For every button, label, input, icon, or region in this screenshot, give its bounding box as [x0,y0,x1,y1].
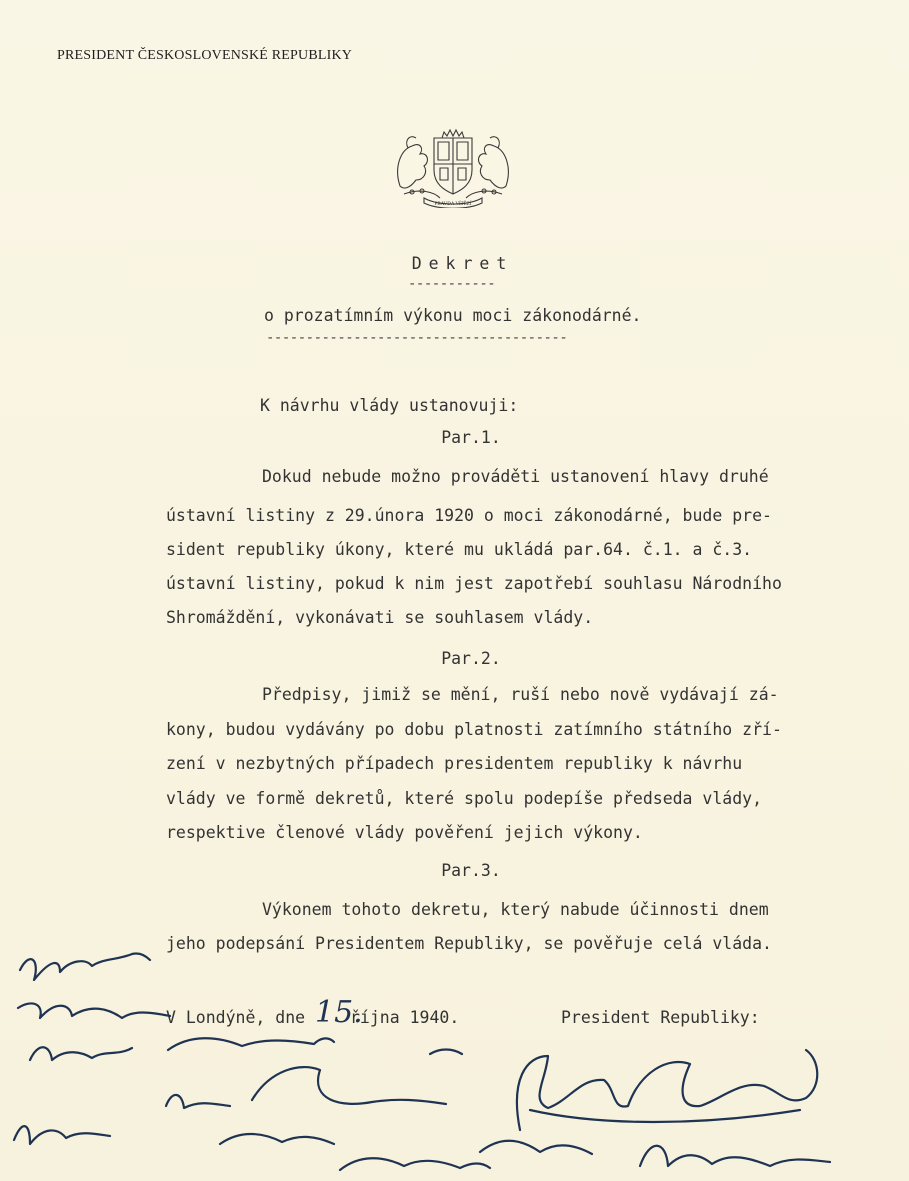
minister-signature [168,1038,334,1050]
par2-line: vlády ve formě dekretů, které spolu podepíše předseda vlády, [166,789,763,808]
date-month-year: října 1940. [350,1008,460,1027]
president-signature [530,1110,800,1122]
minister-signature [166,1095,230,1108]
par3-line: jeho podepsání Presidentem Republiky, se pověřuje celá vláda. [166,934,772,953]
signatures-area [0,930,909,1181]
par2-line: Předpisy, jimiž se mění, ruší nebo nově vydávají zá- [262,685,779,704]
par3-line: Výkonem tohoto dekretu, který nabude účinnosti dnem [262,900,769,919]
section-heading-par1: Par.1. [441,428,501,447]
minister-signature [18,1003,170,1018]
par2-line: respektive členové vlády pověření jejich výkony. [166,823,643,842]
intro-text: K návrhu vlády ustanovuji: [260,396,519,415]
letterhead: PRESIDENT ČESKOSLOVENSKÉ REPUBLIKY [57,48,353,63]
president-signature-label: President Republiky: [561,1008,760,1027]
document-subtitle: o prozatímním výkonu moci zákonodárné. [264,306,642,325]
coat-of-arms-emblem [390,128,516,208]
title-underline: ----------- [408,276,496,292]
minister-signature [14,1126,110,1144]
par1-line: sident republiky úkony, které mu ukládá par.64. č.1. a č.3. [166,540,753,559]
minister-signature [480,1141,592,1154]
minister-signature [30,1047,132,1060]
par2-line: kony, budou vydávány po dobu platnosti zatímního státního zří- [166,720,782,739]
section-heading-par2: Par.2. [441,649,501,668]
president-signature [517,1050,817,1130]
par2-line: zení v nezbytných případech presidentem republiky k návrhu [166,754,743,773]
date-place: V Londýně, dne [166,1008,306,1027]
document-title: Dekret [411,254,514,273]
minister-signature [640,1146,830,1166]
minister-signature [20,953,150,980]
handwritten-mark [430,1050,462,1055]
handwritten-day: 15. [315,995,363,1030]
subtitle-underline: -------------------------------------- [266,330,568,346]
minister-signature [220,1134,334,1144]
minister-signature [340,1158,490,1170]
par1-line: ústavní listiny z 29.února 1920 o moci zákonodárné, bude pre- [166,506,772,525]
par1-line: Dokud nebude možno prováděti ustanovení hlavy druhé [262,467,769,486]
minister-signature [252,1067,446,1104]
par1-line: Shromáždění, vykonávati se souhlasem vlády. [166,608,594,627]
par1-line: ústavní listiny, pokud k nim jest zapotřebí souhlasu Národního [166,574,782,593]
motto-text: PRAVDA VÍTĚZÍ [434,202,472,207]
section-heading-par3: Par.3. [441,861,501,880]
